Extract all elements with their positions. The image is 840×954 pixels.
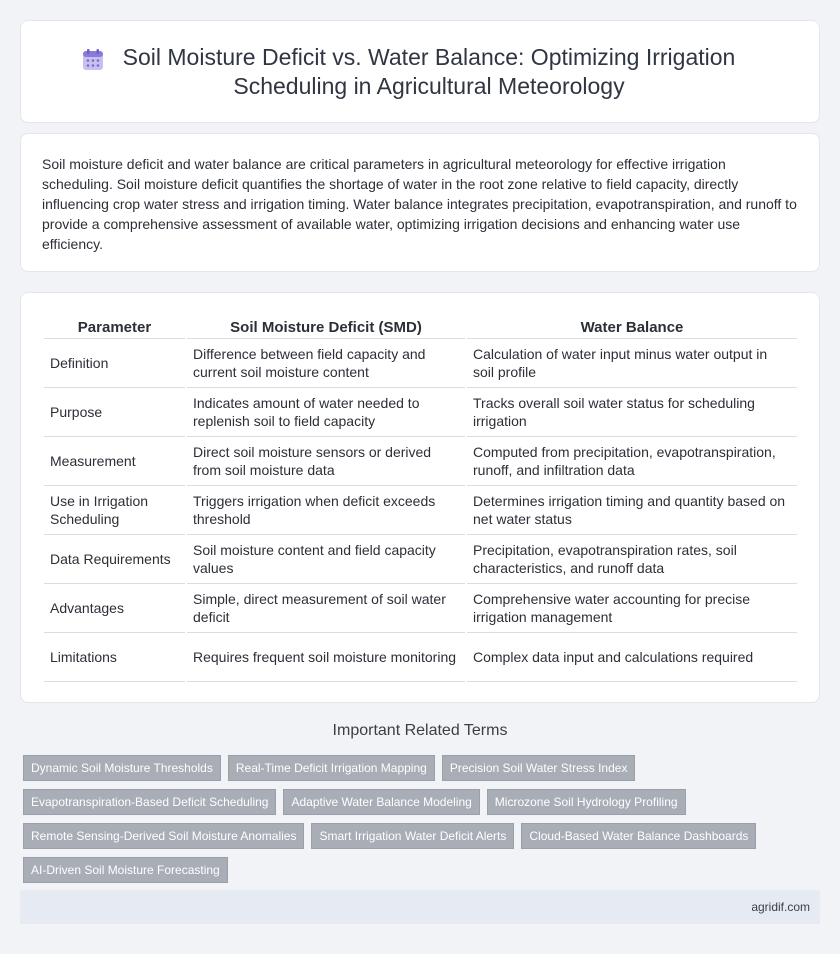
table-row	[44, 437, 797, 486]
page-title: Soil Moisture Deficit vs. Water Balance: Optimizing Irrigation Scheduling in Agricultural Meteorology	[122, 43, 736, 99]
table-cell-parameter: Limitations	[44, 633, 185, 682]
table-cell-water-balance: Calculation of water input minus water output in soil profile	[467, 339, 797, 388]
table-header-row	[44, 313, 797, 339]
table-cell-smd: Indicates amount of water needed to replenish soil to field capacity	[187, 388, 465, 437]
table-cell-smd: Simple, direct measurement of soil water deficit	[187, 584, 465, 633]
table-cell-water-balance: Complex data input and calculations required	[467, 633, 797, 682]
table-cell-water-balance: Comprehensive water accounting for precise irrigation management	[467, 584, 797, 633]
related-term-tag[interactable]: Evapotranspiration-Based Deficit Scheduling	[23, 789, 276, 815]
comparison-table	[42, 313, 799, 682]
table-cell-parameter: Data Requirements	[44, 535, 185, 584]
related-term-tag[interactable]: Remote Sensing-Derived Soil Moisture Anomalies	[23, 823, 304, 849]
table-row	[44, 388, 797, 437]
table-row	[44, 535, 797, 584]
table-cell-water-balance: Determines irrigation timing and quantity based on net water status	[467, 486, 797, 535]
footer-site-link[interactable]: agridif.com	[751, 900, 810, 914]
related-term-tag[interactable]: Dynamic Soil Moisture Thresholds	[23, 755, 221, 781]
related-term-tag[interactable]: AI-Driven Soil Moisture Forecasting	[23, 857, 228, 883]
column-header-smd: Soil Moisture Deficit (SMD)	[187, 313, 465, 339]
footer	[20, 890, 820, 924]
table-cell-parameter: Purpose	[44, 388, 185, 437]
table-cell-smd: Requires frequent soil moisture monitoring	[187, 633, 465, 682]
table-row	[44, 584, 797, 633]
related-term-tag[interactable]: Cloud-Based Water Balance Dashboards	[521, 823, 756, 849]
table-cell-parameter: Measurement	[44, 437, 185, 486]
table-cell-smd: Difference between field capacity and current soil moisture content	[187, 339, 465, 388]
related-terms-list	[23, 755, 803, 891]
column-header-parameter: Parameter	[44, 313, 185, 339]
table-cell-water-balance: Precipitation, evapotranspiration rates, soil characteristics, and runoff data	[467, 535, 797, 584]
table-cell-smd: Direct soil moisture sensors or derived from soil moisture data	[187, 437, 465, 486]
table-cell-parameter: Advantages	[44, 584, 185, 633]
table-cell-water-balance: Tracks overall soil water status for scheduling irrigation	[467, 388, 797, 437]
header-card	[20, 20, 820, 123]
related-term-tag[interactable]: Microzone Soil Hydrology Profiling	[487, 789, 686, 815]
table-row	[44, 633, 797, 682]
related-term-tag[interactable]: Precision Soil Water Stress Index	[442, 755, 636, 781]
related-term-tag[interactable]: Smart Irrigation Water Deficit Alerts	[311, 823, 514, 849]
comparison-table-card	[20, 292, 820, 703]
table-row	[44, 339, 797, 388]
related-term-tag[interactable]: Real-Time Deficit Irrigation Mapping	[228, 755, 435, 781]
intro-card	[20, 133, 820, 272]
related-term-tag[interactable]: Adaptive Water Balance Modeling	[283, 789, 479, 815]
intro-paragraph: Soil moisture deficit and water balance are critical parameters in agricultural meteorology for effective irrigation scheduling. Soil moisture deficit quantifies the shortage of water in the root zone relative to field capacity, directly influencing crop water stress and irrigation timing. Water balance integrates precipitation, evapotranspiration, and runoff to provide a comprehensive assessment of available water, optimizing irrigation decisions and enhancing water use efficiency.	[42, 156, 797, 252]
table-cell-smd: Triggers irrigation when deficit exceeds threshold	[187, 486, 465, 535]
column-header-water-balance: Water Balance	[467, 313, 797, 339]
table-row	[44, 486, 797, 535]
table-cell-parameter: Definition	[44, 339, 185, 388]
table-cell-smd: Soil moisture content and field capacity values	[187, 535, 465, 584]
table-cell-parameter: Use in Irrigation Scheduling	[44, 486, 185, 535]
related-terms-title: Important Related Terms	[332, 722, 508, 739]
table-cell-water-balance: Computed from precipitation, evapotranspiration, runoff, and infiltration data	[467, 437, 797, 486]
